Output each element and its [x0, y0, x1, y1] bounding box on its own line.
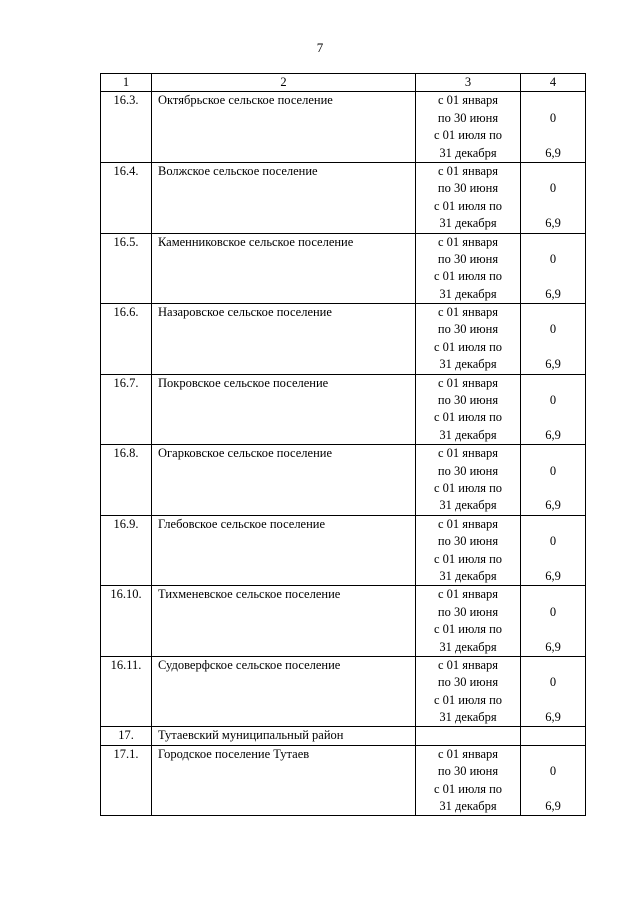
rate-value: 0 [549, 675, 557, 690]
period-line: с 01 января [437, 305, 499, 320]
period-line: с 01 января [437, 587, 499, 602]
rate-value: 0 [549, 534, 557, 549]
period-line: с 01 января [437, 163, 499, 178]
period-line: с 01 июля по [433, 481, 503, 495]
row-number: 17. [101, 727, 152, 745]
period-line: с 01 января [437, 516, 499, 531]
page-number: 7 [316, 40, 324, 55]
row-number: 16.10. [101, 586, 152, 657]
rate-value: 0 [549, 393, 557, 408]
municipality-name: Каменниковское сельское поселение [152, 233, 416, 304]
period-cell [416, 586, 521, 657]
period-line: 31 декабря [439, 639, 497, 654]
table-row [101, 162, 586, 233]
period-cell [416, 304, 521, 375]
period-line: с 01 июля по [433, 198, 503, 213]
municipality-name: Огарковское сельское поселение [152, 445, 416, 516]
period-line: 31 декабря [439, 710, 497, 725]
period-line: по 30 июня [437, 322, 499, 337]
period-line: 31 декабря [439, 799, 497, 814]
row-number: 16.5. [101, 233, 152, 304]
row-number: 16.7. [101, 374, 152, 445]
municipality-name: Глебовское сельское поселение [152, 515, 416, 586]
period-cell [416, 515, 521, 586]
rate-value: 6,9 [545, 710, 561, 725]
rate-cell [521, 445, 586, 516]
rate-value: 6,9 [545, 568, 561, 583]
municipality-name: Тутаевский муниципальный район [152, 727, 416, 745]
period-line: 31 декабря [439, 286, 497, 301]
municipality-name: Октябрьское сельское поселение [152, 92, 416, 163]
period-line: по 30 июня [437, 463, 499, 478]
column-header: 1 [101, 74, 152, 92]
rate-cell [521, 374, 586, 445]
period-cell [416, 445, 521, 516]
rate-value: 6,9 [545, 799, 561, 814]
period-line: с 01 января [437, 93, 499, 108]
rate-cell [521, 727, 586, 745]
rate-value: 6,9 [545, 145, 561, 160]
period-line: 31 декабря [439, 498, 497, 513]
rate-value: 6,9 [545, 216, 561, 231]
period-line: с 01 июля по [433, 781, 503, 796]
row-number: 16.3. [101, 92, 152, 163]
period-line: по 30 июня [437, 251, 499, 266]
rate-value: 0 [549, 764, 557, 779]
period-line: 31 декабря [439, 427, 497, 442]
period-line: 31 декабря [439, 357, 497, 372]
period-cell [416, 162, 521, 233]
period-line: по 30 июня [437, 764, 499, 779]
rate-cell [521, 656, 586, 727]
row-number: 17.1. [101, 745, 152, 816]
municipality-name: Покровское сельское поселение [152, 374, 416, 445]
table-row [101, 656, 586, 727]
period-line: с 01 июля по [433, 339, 503, 354]
period-line: по 30 июня [437, 675, 499, 690]
period-cell [416, 92, 521, 163]
period-line: с 01 января [437, 234, 499, 249]
period-line: с 01 июля по [433, 622, 503, 637]
period-cell [416, 656, 521, 727]
rate-value: 0 [549, 110, 557, 125]
rate-value: 6,9 [545, 639, 561, 654]
period-line: 31 декабря [439, 568, 497, 583]
table-row [101, 745, 586, 816]
period-line: с 01 января [437, 375, 499, 390]
table-row [101, 515, 586, 586]
rate-value: 0 [549, 604, 557, 619]
rate-value: 0 [549, 322, 557, 337]
period-line: с 01 июля по [433, 128, 503, 143]
table-row [101, 233, 586, 304]
table-row [101, 92, 586, 163]
period-line: по 30 июня [437, 110, 499, 125]
period-line: 31 декабря [439, 145, 497, 160]
rate-cell [521, 233, 586, 304]
rate-value: 0 [549, 181, 557, 196]
period-line: 31 декабря [439, 216, 497, 231]
municipality-name: Городское поселение Тутаев [152, 745, 416, 816]
rate-value: 6,9 [545, 498, 561, 513]
rate-value: 6,9 [545, 286, 561, 301]
row-number: 16.9. [101, 515, 152, 586]
period-cell [416, 374, 521, 445]
column-header: 4 [521, 74, 586, 92]
rate-cell [521, 92, 586, 163]
rate-value: 0 [549, 251, 557, 266]
period-cell [416, 727, 521, 745]
period-line: с 01 января [437, 746, 499, 761]
row-number: 16.8. [101, 445, 152, 516]
rate-cell [521, 162, 586, 233]
table-row [101, 304, 586, 375]
table-row [101, 586, 586, 657]
table-row [101, 445, 586, 516]
rate-cell [521, 304, 586, 375]
period-line: с 01 января [437, 446, 499, 461]
municipality-name: Тихменевское сельское поселение [152, 586, 416, 657]
period-line: с 01 июля по [433, 269, 503, 284]
rate-cell [521, 515, 586, 586]
column-header: 3 [416, 74, 521, 92]
municipality-name: Волжское сельское поселение [152, 162, 416, 233]
rates-table [100, 73, 586, 816]
period-cell [416, 745, 521, 816]
table-header-row [101, 74, 586, 92]
rate-cell [521, 745, 586, 816]
rate-cell [521, 586, 586, 657]
period-line: по 30 июня [437, 604, 499, 619]
period-line: по 30 июня [437, 181, 499, 196]
rate-value: 6,9 [545, 357, 561, 372]
table-row [101, 374, 586, 445]
column-header: 2 [152, 74, 416, 92]
period-cell [416, 233, 521, 304]
period-line: с 01 июля по [433, 410, 503, 425]
table-row [101, 727, 586, 745]
rate-value: 0 [549, 463, 557, 478]
period-line: с 01 января [437, 657, 499, 672]
rate-value: 6,9 [545, 427, 561, 442]
period-line: по 30 июня [437, 393, 499, 408]
municipality-name: Судоверфское сельское поселение [152, 656, 416, 727]
period-line: с 01 июля по [433, 692, 503, 707]
row-number: 16.6. [101, 304, 152, 375]
row-number: 16.4. [101, 162, 152, 233]
row-number: 16.11. [101, 656, 152, 727]
period-line: с 01 июля по [433, 551, 503, 566]
period-line: по 30 июня [437, 534, 499, 549]
municipality-name: Назаровское сельское поселение [152, 304, 416, 375]
